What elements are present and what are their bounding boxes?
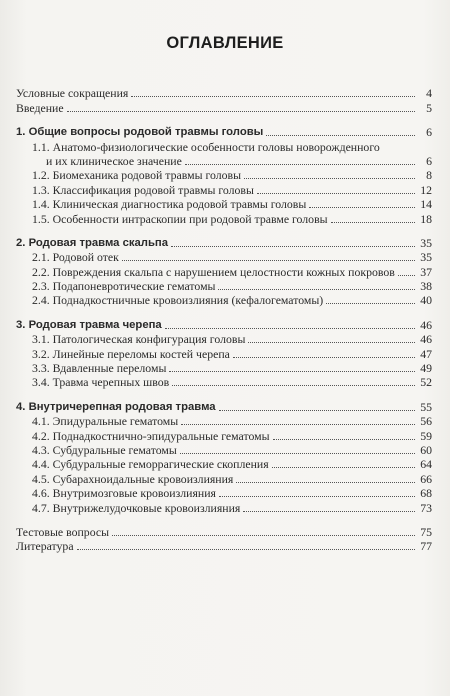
toc-chapter-title: Внутричерепная родовая травма: [28, 400, 216, 413]
toc-entry-page: 37: [420, 264, 432, 279]
toc-entry-page: 49: [420, 361, 432, 376]
toc-entry-1-5: [16, 211, 432, 225]
toc-entry-label: 1.3. Классификация родовой травмы головы: [32, 182, 254, 197]
toc-entry-3-2: [16, 346, 432, 360]
toc-chapter-number: 2.: [16, 236, 26, 249]
toc-entry-introduction: [16, 100, 432, 114]
toc-entry-page: 12: [420, 182, 432, 197]
toc-chapter-number: 4.: [16, 400, 26, 413]
toc-entry-4-1: [16, 414, 432, 428]
toc-entry-label: 3.3. Вдавленные переломы: [32, 361, 167, 376]
toc-entry-2-2: [16, 264, 432, 278]
toc-entry-label: 2.2. Повреждения скальпа с нарушением целостности кожных покровов: [32, 264, 395, 279]
toc-entry-page: 56: [420, 414, 432, 429]
toc-entry-label: 4.6. Внутримозговые кровоизлияния: [32, 486, 216, 501]
toc-entry-3-3: [16, 361, 432, 375]
dot-leader: [233, 357, 415, 358]
toc-chapter-3: [16, 317, 432, 331]
toc-entry-page: 52: [420, 375, 432, 390]
toc-entry-page: 64: [420, 457, 432, 472]
dot-leader: [165, 328, 415, 329]
toc-entry-2-4: [16, 293, 432, 307]
toc-entry-label: Тестовые вопросы: [16, 524, 110, 539]
toc-entry-1-1: [16, 139, 432, 153]
toc-entry-page: 6: [426, 153, 432, 168]
toc-entry-label: 1.2. Биомеханика родовой травмы головы: [32, 168, 242, 183]
dot-leader: [77, 549, 415, 550]
toc-chapter-title: Общие вопросы родовой травмы головы: [28, 126, 264, 139]
dot-leader: [169, 371, 415, 372]
toc-entry-page: 40: [420, 293, 432, 308]
toc-entry-page: 5: [426, 100, 432, 115]
dot-leader: [112, 535, 415, 536]
toc-entry-page: 75: [420, 524, 432, 539]
toc-entry-1-2: [16, 168, 432, 182]
dot-leader: [172, 385, 415, 386]
toc-entry-page: 6: [426, 125, 432, 140]
toc-entry-literature: [16, 539, 432, 553]
toc-entry-4-5: [16, 471, 432, 485]
table-of-contents: [16, 86, 432, 553]
toc-chapter-title: Родовая травма скальпа: [28, 236, 169, 249]
toc-entry-label: Введение: [16, 100, 64, 115]
page-title: ОГЛАВЛЕНИЕ: [166, 34, 284, 52]
toc-entry-4-6: [16, 486, 432, 500]
toc-chapter-number: 3.: [16, 318, 26, 331]
toc-entry-page: 68: [420, 486, 432, 501]
dot-leader: [398, 275, 415, 276]
toc-entry-label: 3.2. Линейные переломы костей черепа: [32, 346, 230, 361]
dot-leader: [219, 410, 415, 411]
toc-entry-4-7: [16, 500, 432, 514]
toc-entry-label: 4.4. Субдуральные геморрагические скопления: [32, 457, 269, 472]
dot-leader: [248, 342, 415, 343]
dot-leader: [273, 439, 415, 440]
toc-entry-label: 3.1. Патологическая конфигурация головы: [32, 332, 246, 347]
toc-entry-page: 35: [420, 250, 432, 265]
toc-entry-label: и их клиническое значение: [46, 153, 182, 168]
toc-entry-1-3: [16, 182, 432, 196]
dot-leader: [122, 260, 415, 261]
toc-entry-label: 4.5. Субарахноидальные кровоизлияния: [32, 471, 234, 486]
dot-leader: [180, 453, 415, 454]
toc-entry-2-3: [16, 279, 432, 293]
toc-entry-label: 2.3. Подапоневротические гематомы: [32, 279, 216, 294]
toc-entry-3-1: [16, 332, 432, 346]
toc-chapter-4: [16, 399, 432, 413]
toc-entry-page: 66: [420, 471, 432, 486]
toc-entry-page: 35: [420, 235, 432, 250]
toc-entry-3-4: [16, 375, 432, 389]
toc-chapter-2: [16, 236, 432, 250]
dot-leader: [219, 496, 415, 497]
toc-chapter-label: [16, 318, 162, 332]
toc-entry-4-3: [16, 443, 432, 457]
toc-entry-label: 2.1. Родовой отек: [32, 250, 119, 265]
toc-entry-page: 55: [420, 399, 432, 414]
toc-entry-label: 4.2. Поднадкостнично-эпидуральные гематомы: [32, 428, 270, 443]
dot-leader: [218, 289, 415, 290]
toc-entry-page: 38: [420, 279, 432, 294]
toc-entry-label: 1.5. Особенности интраскопии при родовой травме головы: [32, 211, 328, 226]
toc-entry-label: 2.4. Поднадкостничные кровоизлияния (кефалогематомы): [32, 293, 324, 308]
toc-entry-abbreviations: [16, 86, 432, 100]
toc-entry-label: 4.3. Субдуральные гематомы: [32, 442, 177, 457]
toc-chapter-1: [16, 125, 432, 139]
toc-entry-1-1-continued: [16, 154, 432, 168]
toc-entry-page: 46: [420, 332, 432, 347]
toc-chapter-label: [16, 400, 216, 414]
toc-entry-test-questions: [16, 525, 432, 539]
dot-leader: [244, 178, 415, 179]
toc-entry-label: 1.4. Клиническая диагностика родовой травмы головы: [32, 197, 307, 212]
toc-entry-page: 47: [420, 346, 432, 361]
dot-leader: [185, 164, 415, 165]
toc-entry-page: 4: [426, 86, 432, 101]
toc-entry-page: 73: [420, 500, 432, 515]
toc-entry-2-1: [16, 250, 432, 264]
dot-leader: [272, 467, 415, 468]
toc-entry-page: 77: [420, 539, 432, 554]
dot-leader: [67, 111, 415, 112]
dot-leader: [131, 96, 415, 97]
toc-entry-1-4: [16, 197, 432, 211]
toc-entry-page: 60: [420, 442, 432, 457]
toc-chapter-label: [16, 125, 263, 139]
toc-chapter-number: 1.: [16, 126, 26, 139]
toc-chapter-label: [16, 236, 168, 250]
toc-entry-label: 3.4. Травма черепных швов: [32, 375, 170, 390]
dot-leader: [266, 135, 415, 136]
toc-entry-page: 8: [426, 168, 432, 183]
toc-entry-4-4: [16, 457, 432, 471]
dot-leader: [236, 482, 415, 483]
dot-leader: [309, 207, 415, 208]
toc-entry-label: Условные сокращения: [16, 86, 129, 101]
toc-chapter-title: Родовая травма черепа: [28, 318, 162, 331]
toc-entry-label: 4.7. Внутрижелудочковые кровоизлияния: [32, 500, 241, 515]
toc-entry-label: 4.1. Эпидуральные гематомы: [32, 414, 179, 429]
dot-leader: [243, 511, 415, 512]
dot-leader: [181, 424, 415, 425]
toc-entry-page: 14: [420, 197, 432, 212]
dot-leader: [171, 246, 415, 247]
toc-entry-4-2: [16, 428, 432, 442]
toc-entry-page: 46: [420, 317, 432, 332]
toc-entry-page: 59: [420, 428, 432, 443]
toc-entry-label: 1.1. Анатомо-физиологические особенности головы новорожденного: [32, 139, 380, 154]
dot-leader: [326, 303, 415, 304]
dot-leader: [331, 222, 415, 223]
dot-leader: [257, 193, 415, 194]
toc-entry-page: 18: [420, 211, 432, 226]
toc-entry-label: Литература: [16, 539, 74, 554]
